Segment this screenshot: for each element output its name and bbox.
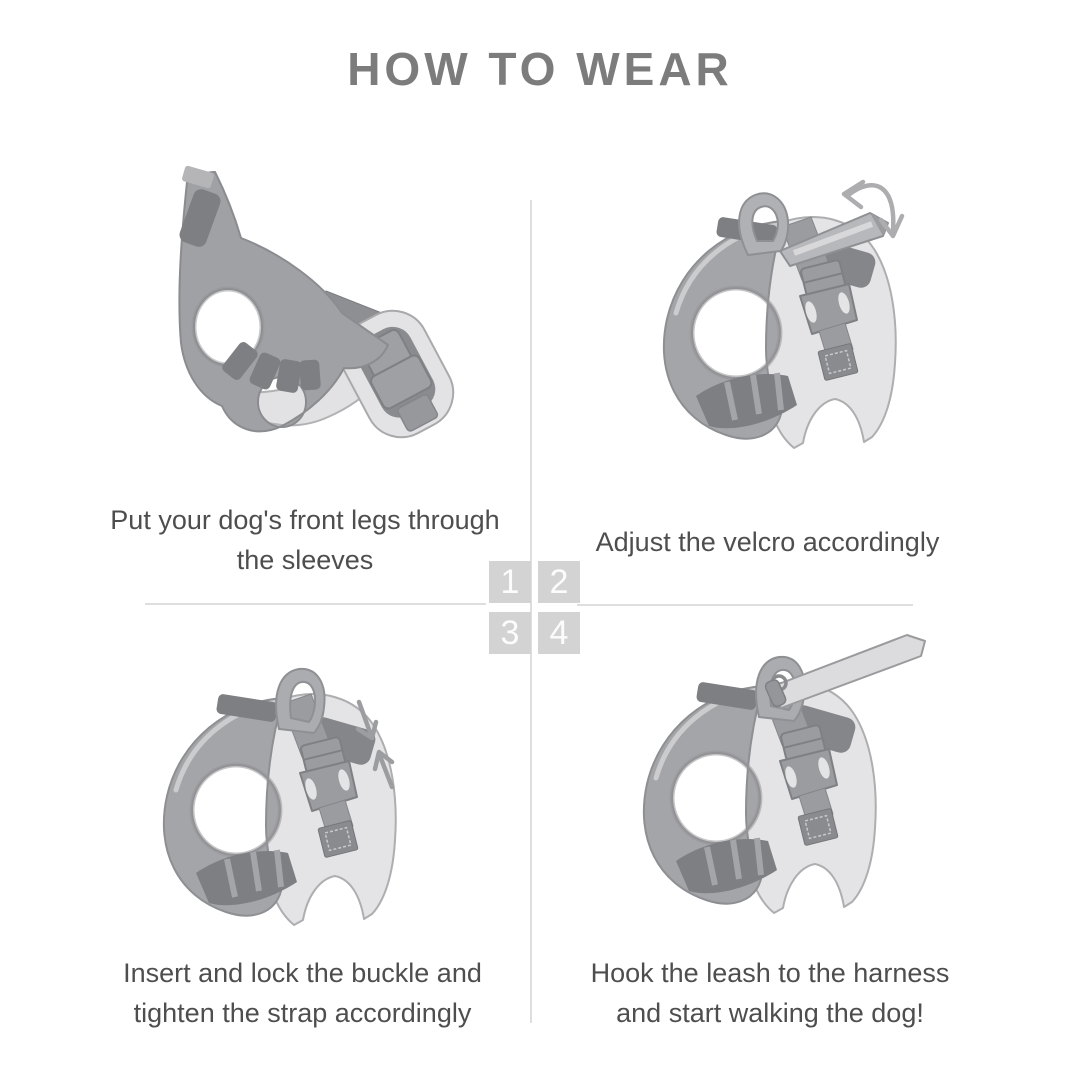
step-number-4: 4 xyxy=(538,612,580,654)
step-2-caption xyxy=(545,522,990,562)
step-number-3: 3 xyxy=(489,612,531,654)
harness-buckle-illustration xyxy=(130,630,460,940)
step-4-caption-line-2: and start walking the dog! xyxy=(616,998,924,1028)
step-1-caption xyxy=(60,500,550,580)
harness-flat-body xyxy=(177,165,460,450)
horizontal-divider-left xyxy=(145,603,486,605)
step-number-2: 2 xyxy=(538,561,580,603)
page-title: HOW TO WEAR xyxy=(347,43,733,95)
step-4-caption xyxy=(545,953,995,1033)
step-3-caption xyxy=(55,953,550,1033)
harness-flat-illustration xyxy=(130,150,460,460)
step-2-caption-line-1: Adjust the velcro accordingly xyxy=(595,527,940,557)
step-1-caption-line-1: Put your dog's front legs through xyxy=(110,505,500,535)
harness-velcro-open-illustration xyxy=(630,160,960,470)
step-1-caption-line-2: the sleeves xyxy=(236,545,374,575)
harness-leash-illustration xyxy=(610,605,940,935)
step-3-caption-line-1: Insert and lock the buckle and xyxy=(123,958,482,988)
step-number-1: 1 xyxy=(489,561,531,603)
step-4-caption-line-1: Hook the leash to the harness xyxy=(590,958,950,988)
step-3-caption-line-2: tighten the strap accordingly xyxy=(133,998,472,1028)
